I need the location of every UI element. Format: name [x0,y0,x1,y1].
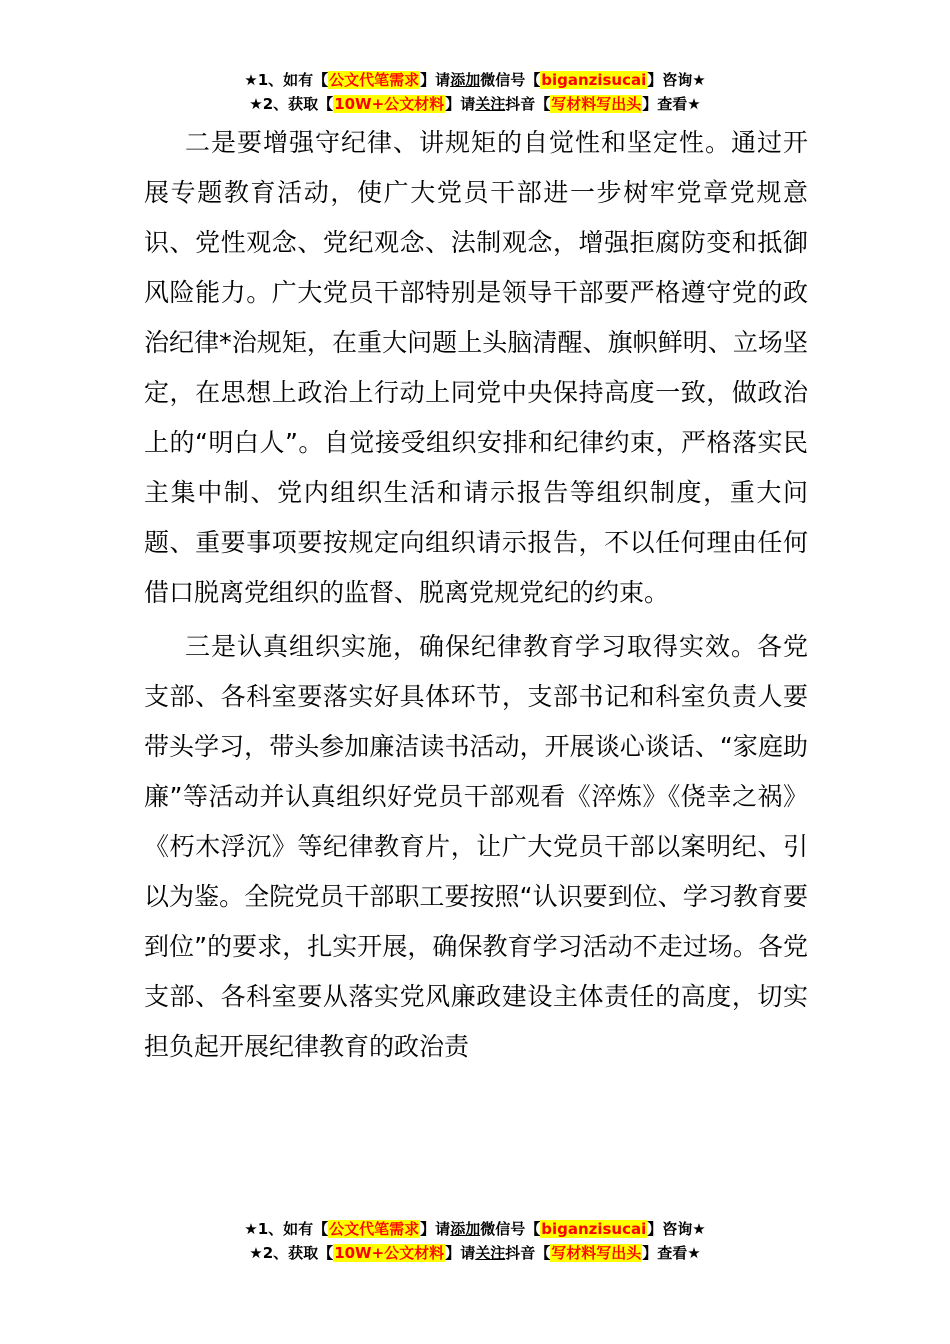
highlight-douyin-account: 写材料写出头 [551,1244,642,1262]
highlight-service: 公文代笔需求 [329,71,420,89]
banner-line-1: ★1、如有【公文代笔需求】请添加微信号【biganzisucai】咨询★ [244,1220,706,1238]
highlight-materials: 10W+公文材料 [334,95,445,113]
banner-line-2: ★2、获取【10W+公文材料】请关注抖音【写材料写出头】查看★ [249,95,701,113]
highlight-wechat-id: biganzisucai [541,1220,647,1238]
highlight-service: 公文代笔需求 [329,1220,420,1238]
document-body [144,118,808,1074]
highlight-douyin-account: 写材料写出头 [551,95,642,113]
highlight-materials: 10W+公文材料 [334,1244,445,1262]
header-banner [0,68,950,116]
paragraph-3: 三是认真组织实施，确保纪律教育学习取得实效。各党支部、各科室要落实好具体环节，支部书记和科室负责人要带头学习，带头参加廉洁读书活动，开展谈心谈话、“家庭助廉”等活动并认真组织好党员干部观看《淬炼》《侥幸之祸》《朽木浮沉》等纪律教育片，让广大党员干部以案明纪、引以为鉴。全院党员干部职工要按照“认识要到位、学习教育要到位”的要求，扎实开展，确保教育学习活动不走过场。各党支部、各科室要从落实党风廉政建设主体责任的高度，切实担负起开展纪律教育的政治责 [144,632,808,1061]
banner-line-2: ★2、获取【10W+公文材料】请关注抖音【写材料写出头】查看★ [249,1244,701,1262]
banner-line-1: ★1、如有【公文代笔需求】请添加微信号【biganzisucai】咨询★ [244,71,706,89]
paragraph-2: 二是要增强守纪律、讲规矩的自觉性和坚定性。通过开展专题教育活动，使广大党员干部进一步树牢党章党规意识、党性观念、党纪观念、法制观念，增强拒腐防变和抵御风险能力。广大党员干部特别是领导干部要严格遵守党的政治纪律*治规矩，在重大问题上头脑清醒、旗帜鲜明、立场坚定，在思想上政治上行动上同党中央保持高度一致，做政治上的“明白人”。自觉接受组织安排和纪律约束，严格落实民主集中制、党内组织生活和请示报告等组织制度，重大问题、重要事项要按规定向组织请示报告，不以任何理由任何借口脱离党组织的监督、脱离党规党纪的约束。 [144,128,808,607]
footer-banner [0,1217,950,1265]
highlight-wechat-id: biganzisucai [541,71,647,89]
